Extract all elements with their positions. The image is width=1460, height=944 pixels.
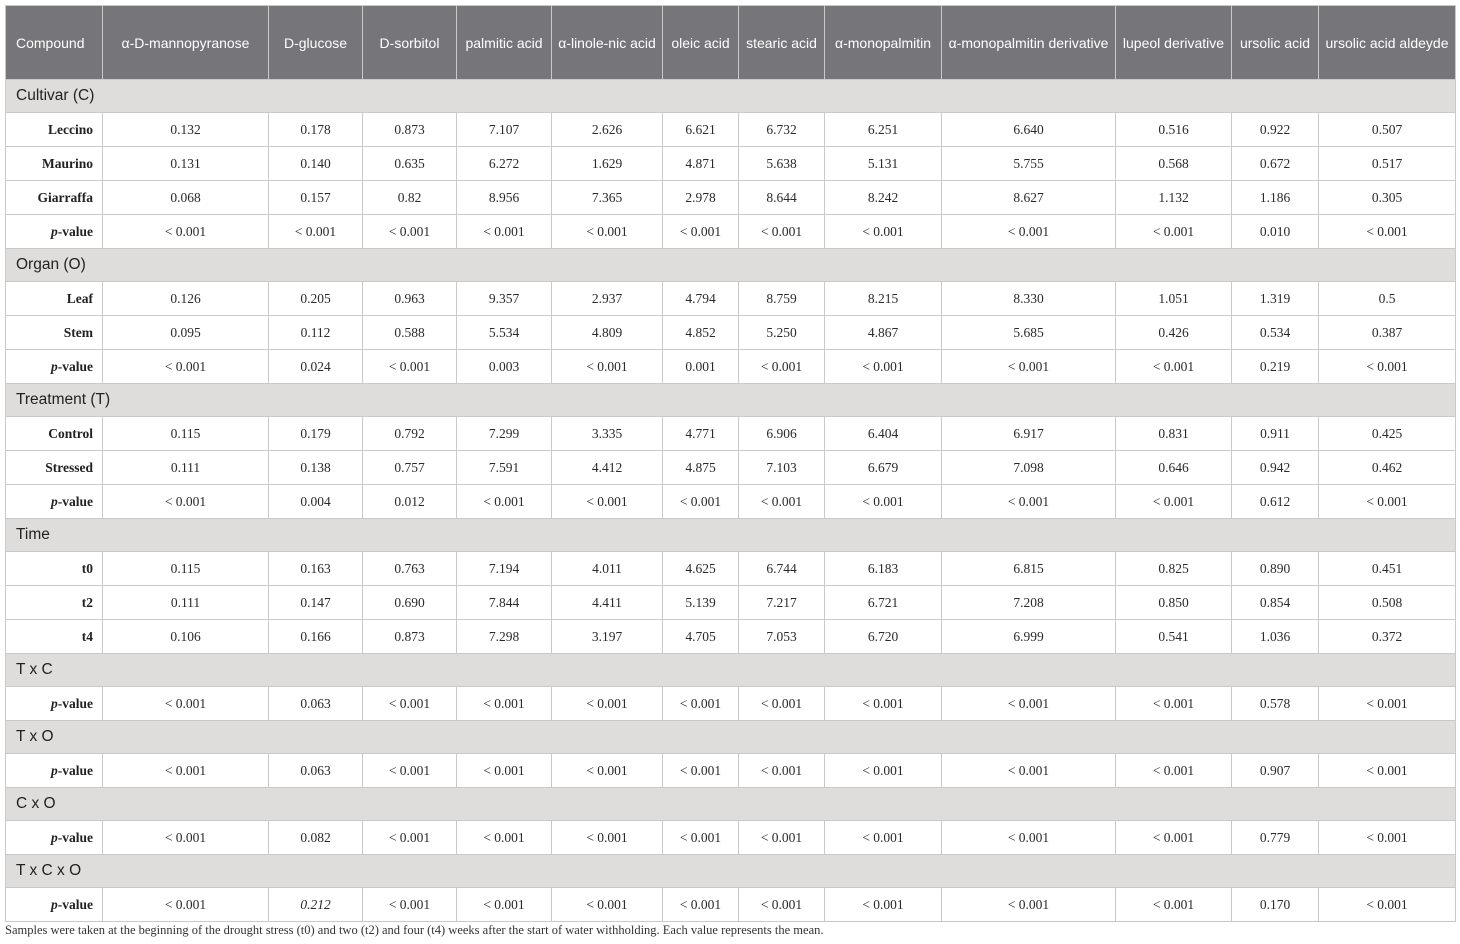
header-lupeol-derivative: lupeol derivative bbox=[1116, 6, 1232, 80]
row-label: p-value bbox=[6, 215, 103, 249]
table-cell: 6.744 bbox=[739, 552, 825, 586]
header-stearic-acid: stearic acid bbox=[739, 6, 825, 80]
table-cell: < 0.001 bbox=[103, 215, 269, 249]
table-row bbox=[6, 485, 1456, 519]
table-body bbox=[6, 80, 1456, 922]
table-cell: 0.147 bbox=[269, 586, 363, 620]
table-cell: 6.917 bbox=[942, 417, 1116, 451]
table-cell: < 0.001 bbox=[825, 821, 942, 855]
table-cell: 1.186 bbox=[1232, 181, 1319, 215]
section-title: Cultivar (C) bbox=[6, 80, 1456, 113]
table-cell: < 0.001 bbox=[942, 485, 1116, 519]
table-cell: < 0.001 bbox=[663, 888, 739, 922]
table-cell: 0.541 bbox=[1116, 620, 1232, 654]
table-cell: 6.404 bbox=[825, 417, 942, 451]
table-cell: 7.103 bbox=[739, 451, 825, 485]
table-row bbox=[6, 451, 1456, 485]
table-cell: < 0.001 bbox=[942, 821, 1116, 855]
table-cell: < 0.001 bbox=[942, 350, 1116, 384]
row-label: t0 bbox=[6, 552, 103, 586]
table-row bbox=[6, 552, 1456, 586]
table-cell: 0.792 bbox=[363, 417, 457, 451]
table-cell: 0.003 bbox=[457, 350, 552, 384]
table-row bbox=[6, 687, 1456, 721]
table-cell: < 0.001 bbox=[1319, 821, 1456, 855]
table-cell: 4.705 bbox=[663, 620, 739, 654]
row-label: Control bbox=[6, 417, 103, 451]
header-row bbox=[6, 6, 1456, 80]
table-cell: < 0.001 bbox=[363, 215, 457, 249]
table-cell: 3.197 bbox=[552, 620, 663, 654]
header-monopalmitin: α-monopalmitin bbox=[825, 6, 942, 80]
table-cell: < 0.001 bbox=[103, 754, 269, 788]
table-cell: 0.095 bbox=[103, 316, 269, 350]
table-cell: 1.319 bbox=[1232, 282, 1319, 316]
table-cell: 0.131 bbox=[103, 147, 269, 181]
table-cell: < 0.001 bbox=[1116, 215, 1232, 249]
table-cell: 0.212 bbox=[269, 888, 363, 922]
table-cell: 0.922 bbox=[1232, 113, 1319, 147]
table-cell: < 0.001 bbox=[1116, 888, 1232, 922]
table-cell: 5.139 bbox=[663, 586, 739, 620]
table-cell: 0.010 bbox=[1232, 215, 1319, 249]
table-cell: < 0.001 bbox=[457, 215, 552, 249]
table-cell: < 0.001 bbox=[103, 687, 269, 721]
compound-table bbox=[5, 5, 1456, 922]
table-cell: 6.251 bbox=[825, 113, 942, 147]
row-label: p-value bbox=[6, 687, 103, 721]
table-cell: < 0.001 bbox=[825, 485, 942, 519]
table-cell: 0.063 bbox=[269, 687, 363, 721]
table-cell: < 0.001 bbox=[1319, 215, 1456, 249]
section-header-row bbox=[6, 384, 1456, 417]
table-cell: 0.166 bbox=[269, 620, 363, 654]
row-label: p-value bbox=[6, 888, 103, 922]
table-cell: 6.183 bbox=[825, 552, 942, 586]
table-cell: 6.720 bbox=[825, 620, 942, 654]
table-cell: < 0.001 bbox=[663, 754, 739, 788]
table-cell: 8.627 bbox=[942, 181, 1116, 215]
table-row bbox=[6, 181, 1456, 215]
table-cell: 6.272 bbox=[457, 147, 552, 181]
row-label: p-value bbox=[6, 821, 103, 855]
table-cell: < 0.001 bbox=[552, 888, 663, 922]
table-cell: < 0.001 bbox=[663, 215, 739, 249]
table-cell: < 0.001 bbox=[552, 754, 663, 788]
table-cell: 0.672 bbox=[1232, 147, 1319, 181]
header-mannopyranose: α-D-mannopyranose bbox=[103, 6, 269, 80]
table-cell: 0.907 bbox=[1232, 754, 1319, 788]
table-cell: 0.305 bbox=[1319, 181, 1456, 215]
table-cell: 0.138 bbox=[269, 451, 363, 485]
table-cell: < 0.001 bbox=[1319, 687, 1456, 721]
table-cell: < 0.001 bbox=[825, 754, 942, 788]
table-cell: 6.732 bbox=[739, 113, 825, 147]
table-cell: 1.051 bbox=[1116, 282, 1232, 316]
table-cell: 0.115 bbox=[103, 552, 269, 586]
table-cell: 0.163 bbox=[269, 552, 363, 586]
table-cell: < 0.001 bbox=[825, 215, 942, 249]
table-cell: < 0.001 bbox=[739, 888, 825, 922]
table-cell: 0.462 bbox=[1319, 451, 1456, 485]
section-header-row bbox=[6, 519, 1456, 552]
table-cell: 7.053 bbox=[739, 620, 825, 654]
table-row bbox=[6, 147, 1456, 181]
table-cell: 0.112 bbox=[269, 316, 363, 350]
table-cell: 0.873 bbox=[363, 113, 457, 147]
table-cell: 0.115 bbox=[103, 417, 269, 451]
header-compound: Compound bbox=[6, 6, 103, 80]
table-row bbox=[6, 620, 1456, 654]
table-cell: 0.850 bbox=[1116, 586, 1232, 620]
table-cell: < 0.001 bbox=[739, 485, 825, 519]
table-cell: 4.625 bbox=[663, 552, 739, 586]
table-cell: < 0.001 bbox=[457, 821, 552, 855]
table-cell: 0.387 bbox=[1319, 316, 1456, 350]
table-cell: 4.411 bbox=[552, 586, 663, 620]
table-cell: < 0.001 bbox=[103, 888, 269, 922]
row-label: t4 bbox=[6, 620, 103, 654]
table-cell: 0.5 bbox=[1319, 282, 1456, 316]
table-cell: 8.330 bbox=[942, 282, 1116, 316]
table-cell: 6.999 bbox=[942, 620, 1116, 654]
table-cell: < 0.001 bbox=[1116, 821, 1232, 855]
table-cell: 0.126 bbox=[103, 282, 269, 316]
table-cell: 0.111 bbox=[103, 451, 269, 485]
table-row bbox=[6, 586, 1456, 620]
table-cell: 2.937 bbox=[552, 282, 663, 316]
table-cell: 0.082 bbox=[269, 821, 363, 855]
table-cell: 0.612 bbox=[1232, 485, 1319, 519]
row-label: t2 bbox=[6, 586, 103, 620]
table-cell: < 0.001 bbox=[663, 485, 739, 519]
table-cell: 3.335 bbox=[552, 417, 663, 451]
header-ursolic-acid-aldeyde: ursolic acid aldeyde bbox=[1319, 6, 1456, 80]
row-label: Leccino bbox=[6, 113, 103, 147]
section-header-row bbox=[6, 788, 1456, 821]
table-cell: 0.132 bbox=[103, 113, 269, 147]
table-row bbox=[6, 215, 1456, 249]
table-cell: 0.001 bbox=[663, 350, 739, 384]
table-cell: 7.208 bbox=[942, 586, 1116, 620]
table-cell: 0.426 bbox=[1116, 316, 1232, 350]
table-cell: < 0.001 bbox=[457, 485, 552, 519]
table-row bbox=[6, 821, 1456, 855]
table-row bbox=[6, 417, 1456, 451]
section-header-row bbox=[6, 721, 1456, 754]
table-cell: < 0.001 bbox=[103, 350, 269, 384]
table-cell: 1.132 bbox=[1116, 181, 1232, 215]
table-cell: < 0.001 bbox=[552, 350, 663, 384]
table-cell: 6.815 bbox=[942, 552, 1116, 586]
table-cell: 7.107 bbox=[457, 113, 552, 147]
table-cell: < 0.001 bbox=[825, 350, 942, 384]
table-cell: < 0.001 bbox=[739, 687, 825, 721]
table-cell: 0.179 bbox=[269, 417, 363, 451]
table-cell: 8.759 bbox=[739, 282, 825, 316]
table-cell: 4.871 bbox=[663, 147, 739, 181]
header-ursolic-acid: ursolic acid bbox=[1232, 6, 1319, 80]
table-cell: 5.685 bbox=[942, 316, 1116, 350]
table-cell: 0.068 bbox=[103, 181, 269, 215]
table-cell: 8.242 bbox=[825, 181, 942, 215]
table-cell: < 0.001 bbox=[552, 821, 663, 855]
table-cell: < 0.001 bbox=[457, 687, 552, 721]
table-cell: < 0.001 bbox=[363, 350, 457, 384]
table-row bbox=[6, 754, 1456, 788]
row-label: p-value bbox=[6, 754, 103, 788]
table-cell: < 0.001 bbox=[663, 821, 739, 855]
table-cell: 0.690 bbox=[363, 586, 457, 620]
table-cell: 0.534 bbox=[1232, 316, 1319, 350]
table-cell: < 0.001 bbox=[942, 888, 1116, 922]
section-title: T x C x O bbox=[6, 855, 1456, 888]
table-cell: 4.412 bbox=[552, 451, 663, 485]
header-oleic-acid: oleic acid bbox=[663, 6, 739, 80]
table-cell: < 0.001 bbox=[739, 350, 825, 384]
table-cell: 5.534 bbox=[457, 316, 552, 350]
table-cell: 6.721 bbox=[825, 586, 942, 620]
section-title: T x O bbox=[6, 721, 1456, 754]
table-cell: 4.809 bbox=[552, 316, 663, 350]
table-cell: < 0.001 bbox=[739, 821, 825, 855]
table-cell: 0.646 bbox=[1116, 451, 1232, 485]
header-glucose: D-glucose bbox=[269, 6, 363, 80]
table-cell: 0.451 bbox=[1319, 552, 1456, 586]
table-cell: 6.621 bbox=[663, 113, 739, 147]
table-cell: 0.425 bbox=[1319, 417, 1456, 451]
table-cell: < 0.001 bbox=[739, 754, 825, 788]
table-cell: 8.644 bbox=[739, 181, 825, 215]
table-row bbox=[6, 113, 1456, 147]
table-cell: 0.757 bbox=[363, 451, 457, 485]
table-cell: 5.131 bbox=[825, 147, 942, 181]
table-cell: < 0.001 bbox=[363, 687, 457, 721]
table-cell: < 0.001 bbox=[363, 754, 457, 788]
table-cell: 9.357 bbox=[457, 282, 552, 316]
table-cell: < 0.001 bbox=[942, 215, 1116, 249]
table-cell: 0.205 bbox=[269, 282, 363, 316]
table-cell: < 0.001 bbox=[363, 888, 457, 922]
table-footnote: Samples were taken at the beginning of the drought stress (t0) and two (t2) and four (t4) weeks after the start of water withholding. Each value represents the mean. bbox=[5, 923, 824, 937]
table-cell: 0.635 bbox=[363, 147, 457, 181]
table-cell: 4.771 bbox=[663, 417, 739, 451]
table-cell: 7.194 bbox=[457, 552, 552, 586]
section-title: C x O bbox=[6, 788, 1456, 821]
table-cell: < 0.001 bbox=[1116, 687, 1232, 721]
table-cell: 0.178 bbox=[269, 113, 363, 147]
table-cell: 0.157 bbox=[269, 181, 363, 215]
table-cell: 0.831 bbox=[1116, 417, 1232, 451]
table-cell: < 0.001 bbox=[663, 687, 739, 721]
table-cell: 4.852 bbox=[663, 316, 739, 350]
row-label: Leaf bbox=[6, 282, 103, 316]
table-cell: 7.298 bbox=[457, 620, 552, 654]
table-cell: < 0.001 bbox=[739, 215, 825, 249]
table-cell: 2.626 bbox=[552, 113, 663, 147]
table-cell: < 0.001 bbox=[1319, 888, 1456, 922]
table-cell: 8.956 bbox=[457, 181, 552, 215]
table-cell: 0.779 bbox=[1232, 821, 1319, 855]
table-cell: 0.507 bbox=[1319, 113, 1456, 147]
table-cell: 0.004 bbox=[269, 485, 363, 519]
table-row bbox=[6, 888, 1456, 922]
table-cell: 0.942 bbox=[1232, 451, 1319, 485]
table-cell: 0.024 bbox=[269, 350, 363, 384]
table-cell: 0.111 bbox=[103, 586, 269, 620]
section-title: Organ (O) bbox=[6, 249, 1456, 282]
table-cell: 5.250 bbox=[739, 316, 825, 350]
table-cell: 7.217 bbox=[739, 586, 825, 620]
header-palmitic-acid: palmitic acid bbox=[457, 6, 552, 80]
table-cell: < 0.001 bbox=[942, 687, 1116, 721]
table-cell: < 0.001 bbox=[103, 485, 269, 519]
data-table-container bbox=[5, 5, 1455, 922]
table-cell: 7.299 bbox=[457, 417, 552, 451]
table-cell: < 0.001 bbox=[363, 821, 457, 855]
table-cell: 0.890 bbox=[1232, 552, 1319, 586]
table-cell: < 0.001 bbox=[1319, 754, 1456, 788]
table-cell: 0.372 bbox=[1319, 620, 1456, 654]
row-label: p-value bbox=[6, 350, 103, 384]
table-cell: 0.854 bbox=[1232, 586, 1319, 620]
table-cell: 7.844 bbox=[457, 586, 552, 620]
table-cell: 1.629 bbox=[552, 147, 663, 181]
table-cell: 4.875 bbox=[663, 451, 739, 485]
row-label: Stem bbox=[6, 316, 103, 350]
table-cell: < 0.001 bbox=[457, 754, 552, 788]
table-cell: 4.794 bbox=[663, 282, 739, 316]
table-row bbox=[6, 282, 1456, 316]
table-cell: < 0.001 bbox=[552, 485, 663, 519]
table-cell: < 0.001 bbox=[1319, 485, 1456, 519]
table-cell: < 0.001 bbox=[103, 821, 269, 855]
section-title: T x C bbox=[6, 654, 1456, 687]
table-cell: 0.873 bbox=[363, 620, 457, 654]
table-cell: 0.508 bbox=[1319, 586, 1456, 620]
table-cell: 2.978 bbox=[663, 181, 739, 215]
table-cell: 0.911 bbox=[1232, 417, 1319, 451]
table-cell: < 0.001 bbox=[825, 888, 942, 922]
table-row bbox=[6, 350, 1456, 384]
section-header-row bbox=[6, 654, 1456, 687]
table-cell: < 0.001 bbox=[552, 215, 663, 249]
table-cell: 4.867 bbox=[825, 316, 942, 350]
table-cell: 0.516 bbox=[1116, 113, 1232, 147]
table-cell: 6.679 bbox=[825, 451, 942, 485]
section-header-row bbox=[6, 80, 1456, 113]
table-cell: < 0.001 bbox=[552, 687, 663, 721]
section-header-row bbox=[6, 249, 1456, 282]
section-title: Treatment (T) bbox=[6, 384, 1456, 417]
section-header-row bbox=[6, 855, 1456, 888]
table-cell: 0.568 bbox=[1116, 147, 1232, 181]
row-label: Giarraffa bbox=[6, 181, 103, 215]
table-cell: 5.755 bbox=[942, 147, 1116, 181]
table-cell: 6.640 bbox=[942, 113, 1116, 147]
table-cell: 5.638 bbox=[739, 147, 825, 181]
header-monopalmitin-derivative: α-monopalmitin derivative bbox=[942, 6, 1116, 80]
table-cell: 0.82 bbox=[363, 181, 457, 215]
table-cell: 8.215 bbox=[825, 282, 942, 316]
table-cell: 0.012 bbox=[363, 485, 457, 519]
row-label: Stressed bbox=[6, 451, 103, 485]
table-cell: < 0.001 bbox=[1116, 350, 1232, 384]
table-cell: < 0.001 bbox=[942, 754, 1116, 788]
table-cell: 4.011 bbox=[552, 552, 663, 586]
table-row bbox=[6, 316, 1456, 350]
table-cell: < 0.001 bbox=[1319, 350, 1456, 384]
row-label: p-value bbox=[6, 485, 103, 519]
table-cell: < 0.001 bbox=[825, 687, 942, 721]
table-cell: 7.098 bbox=[942, 451, 1116, 485]
table-cell: 0.140 bbox=[269, 147, 363, 181]
table-cell: 0.588 bbox=[363, 316, 457, 350]
row-label: Maurino bbox=[6, 147, 103, 181]
table-cell: 6.906 bbox=[739, 417, 825, 451]
table-cell: 0.170 bbox=[1232, 888, 1319, 922]
header-linolenic-acid: α-linole-nic acid bbox=[552, 6, 663, 80]
table-cell: 0.106 bbox=[103, 620, 269, 654]
table-cell: < 0.001 bbox=[1116, 485, 1232, 519]
header-sorbitol: D-sorbitol bbox=[363, 6, 457, 80]
table-cell: < 0.001 bbox=[1116, 754, 1232, 788]
table-cell: < 0.001 bbox=[269, 215, 363, 249]
table-cell: 0.763 bbox=[363, 552, 457, 586]
table-cell: 0.578 bbox=[1232, 687, 1319, 721]
table-cell: 7.365 bbox=[552, 181, 663, 215]
table-cell: 1.036 bbox=[1232, 620, 1319, 654]
table-cell: 7.591 bbox=[457, 451, 552, 485]
table-cell: 0.517 bbox=[1319, 147, 1456, 181]
table-cell: 0.825 bbox=[1116, 552, 1232, 586]
section-title: Time bbox=[6, 519, 1456, 552]
table-cell: 0.219 bbox=[1232, 350, 1319, 384]
table-cell: 0.063 bbox=[269, 754, 363, 788]
table-cell: < 0.001 bbox=[457, 888, 552, 922]
table-cell: 0.963 bbox=[363, 282, 457, 316]
